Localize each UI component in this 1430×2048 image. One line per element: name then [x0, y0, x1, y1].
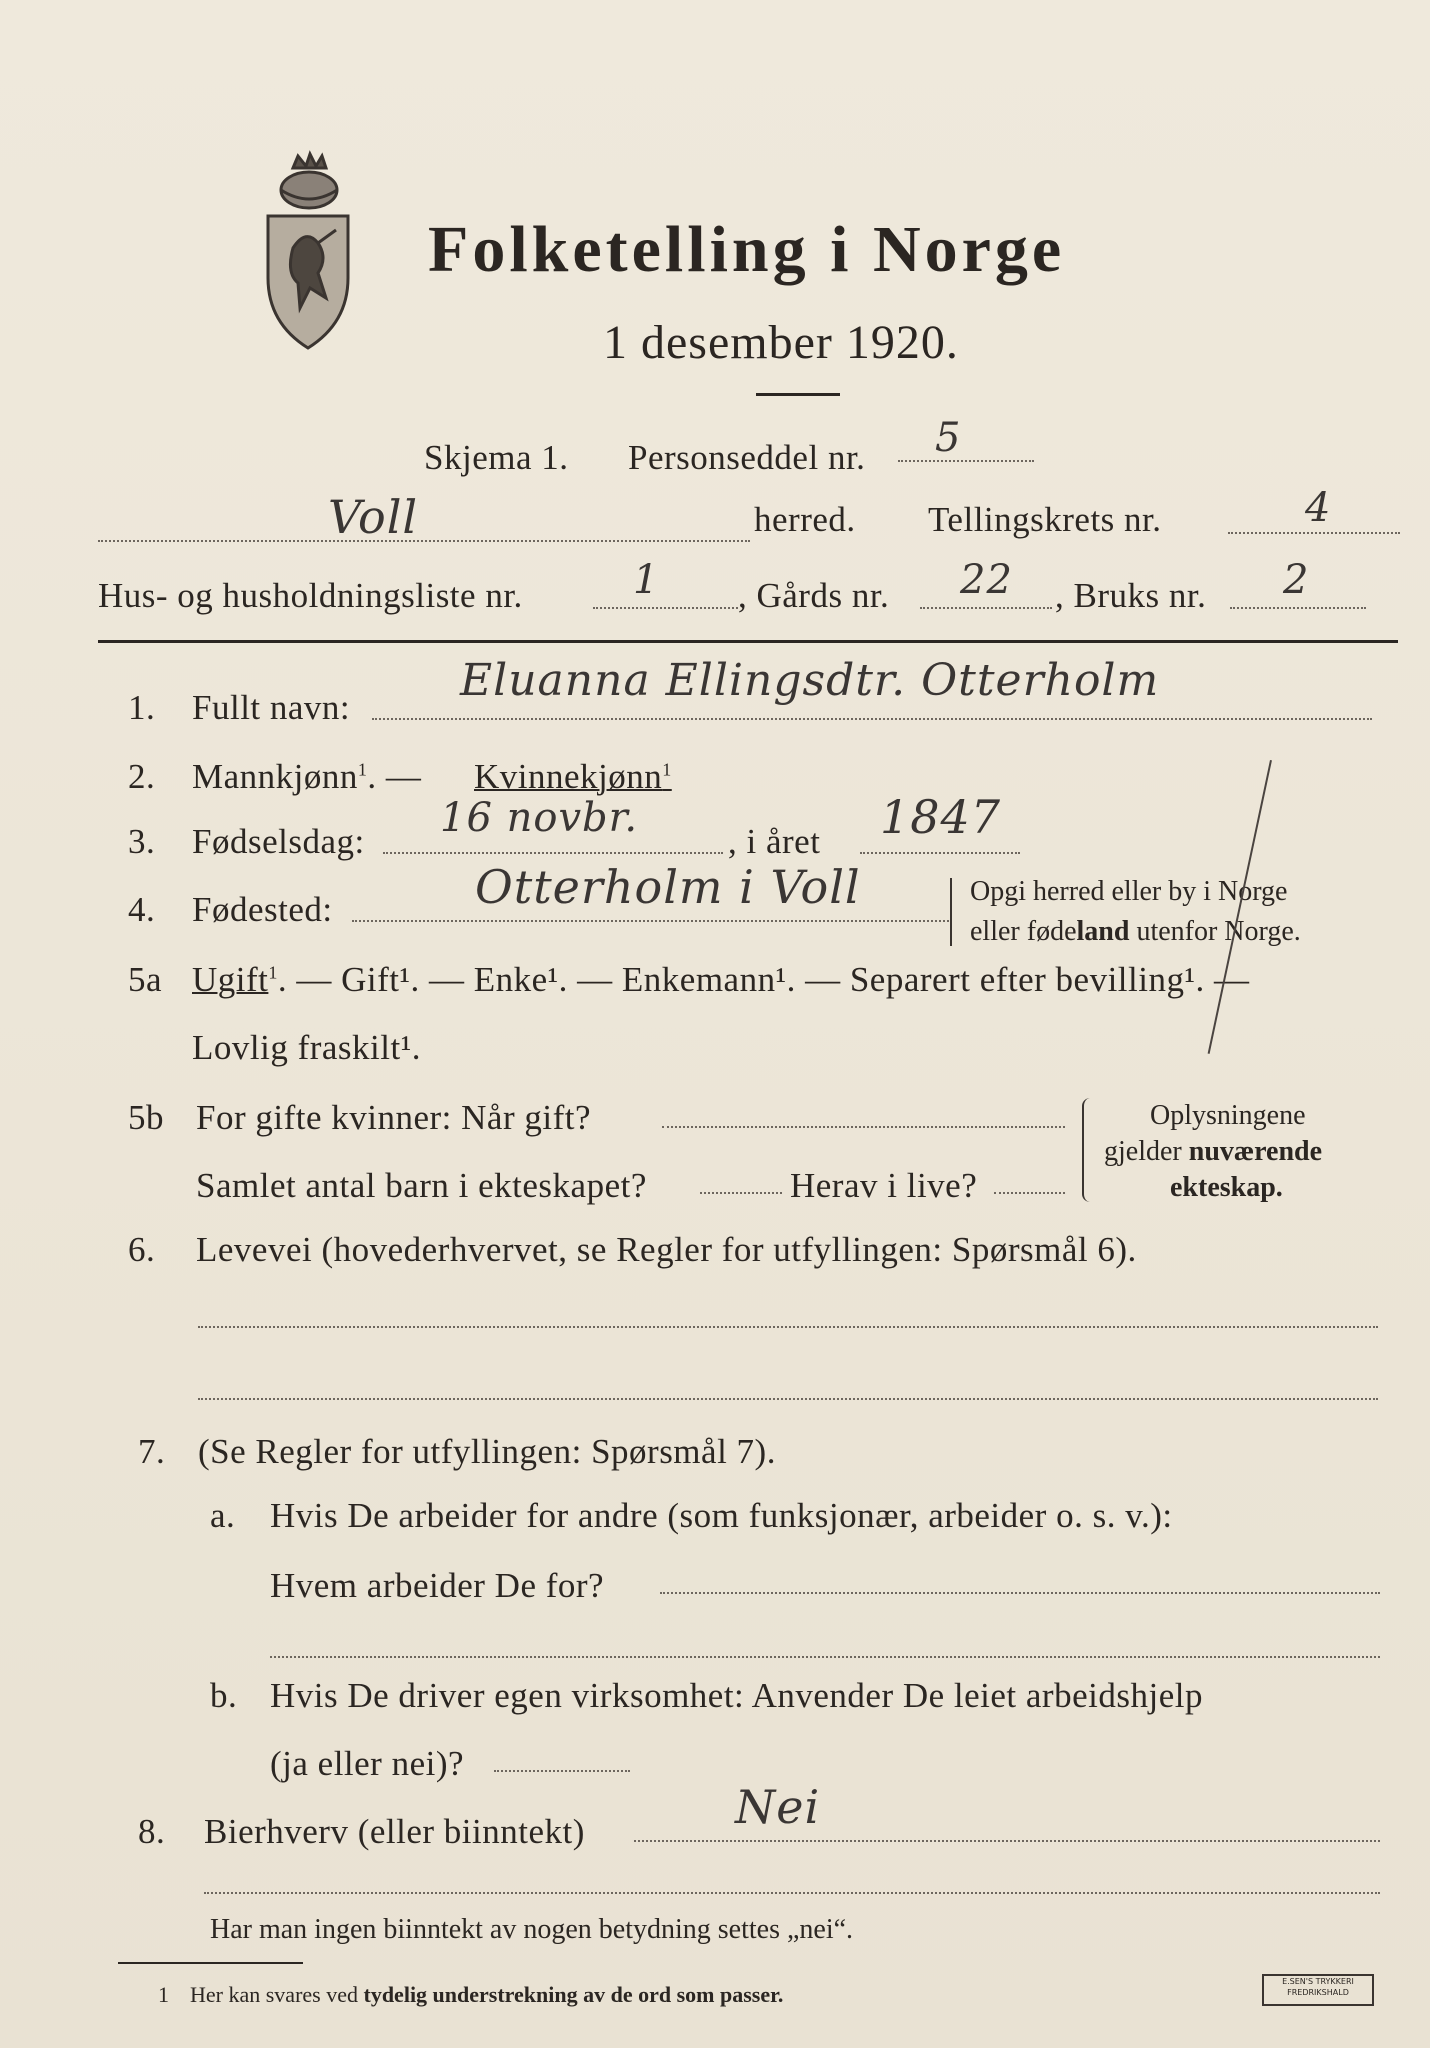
q5a-number: 5a: [128, 960, 163, 999]
q7a-employer-line: [660, 1592, 1380, 1594]
title-divider: [756, 393, 840, 396]
personseddel-line: [898, 460, 1034, 462]
bruks-line: [1230, 607, 1366, 609]
q7-label: (Se Regler for utfyllingen: Spørsmål 7).: [198, 1432, 776, 1471]
q8-note: Har man ingen biinntekt av nogen betydning settes „nei“.: [210, 1914, 854, 1945]
q5b-brace: [1082, 1098, 1098, 1202]
q5b-married-line: [662, 1126, 1065, 1128]
q2-mannkjonn: Mannkjønn$^1$. —: [192, 757, 422, 796]
skjema-label: Skjema 1.: [424, 438, 569, 477]
bruks-label: , Bruks nr.: [1055, 576, 1207, 615]
printer-name: E.SEN'S TRYKKERI: [1282, 1977, 1354, 1986]
q5b-children-line: [700, 1192, 782, 1194]
q7a-letter: a.: [210, 1496, 236, 1535]
birthday-value: 16 novbr.: [440, 795, 639, 841]
header-rule: [98, 640, 1398, 643]
q2-number: 2.: [128, 757, 156, 796]
q6-line2: [198, 1398, 1378, 1400]
q3-year-label: , i året: [728, 822, 821, 861]
q1-line: [372, 718, 1372, 720]
tellingskrets-line: [1228, 532, 1400, 534]
q8-line: [634, 1840, 1380, 1842]
q5b-note-line2: gjelder nuværende: [1104, 1136, 1323, 1167]
gards-label: , Gårds nr.: [738, 576, 890, 615]
husliste-label: Hus- og husholdningsliste nr.: [98, 576, 523, 615]
q6-number: 6.: [128, 1230, 156, 1269]
herred-value: Voll: [328, 490, 419, 544]
q7b-answer-line: [494, 1770, 630, 1772]
q5b-note-line1: Oplysningene: [1150, 1100, 1306, 1131]
q8-label: Bierhverv (eller biinntekt): [204, 1812, 585, 1851]
q5a-options: Ugift$^1$. — Gift¹. — Enke¹. — Enkemann¹. — Separert efter bevilling¹. —: [192, 960, 1250, 999]
q5b-note-line3: ekteskap.: [1170, 1172, 1283, 1203]
husliste-line: [593, 607, 738, 609]
q7-number: 7.: [138, 1432, 166, 1471]
q2-kvinnekjonn: Kvinnekjønn$^1$: [474, 757, 672, 796]
tellingskrets-label: Tellingskrets nr.: [928, 500, 1162, 539]
bruks-value: 2: [1283, 557, 1310, 603]
q5b-number: 5b: [128, 1098, 164, 1137]
q4-brace: [950, 878, 964, 946]
printer-mark: [1262, 1974, 1374, 2006]
q7a-line1: Hvis De arbeider for andre (som funksjonær, arbeider o. s. v.):: [270, 1496, 1173, 1535]
q6-line1: [198, 1326, 1378, 1328]
q7a-extra-line: [270, 1656, 1380, 1658]
footnote-number: 1: [158, 1982, 169, 2007]
full-name-value: Eluanna Ellingsdtr. Otterholm: [460, 655, 1160, 706]
side-income-value: Nei: [735, 1780, 821, 1834]
q4-number: 4.: [128, 890, 156, 929]
birthplace-value: Otterholm i Voll: [475, 860, 861, 914]
herred-label: herred.: [754, 500, 856, 539]
q5b-line2-alive: Herav i live?: [790, 1166, 978, 1205]
q3-year-line: [860, 852, 1020, 854]
q3-line: [383, 852, 723, 854]
q7b-line1: Hvis De driver egen virksomhet: Anvender De leiet arbeidshjelp: [270, 1676, 1203, 1715]
gards-line: [920, 607, 1052, 609]
tellingskrets-value: 4: [1305, 485, 1332, 531]
q7a-line2: Hvem arbeider De for?: [270, 1566, 605, 1605]
q4-note-line1: Opgi herred eller by i Norge: [970, 876, 1288, 907]
q1-number: 1.: [128, 688, 156, 727]
q8-number: 8.: [138, 1812, 166, 1851]
husliste-value: 1: [633, 557, 660, 603]
q5b-line2-children: Samlet antal barn i ekteskapet?: [196, 1166, 647, 1205]
footnote-text: Her kan svares ved tydelig understrekning av de ord som passer.: [190, 1982, 784, 2007]
census-date: 1 desember 1920.: [603, 316, 959, 369]
printer-city: FREDRIKSHALD: [1287, 1988, 1349, 1997]
q1-label: Fullt navn:: [192, 688, 351, 727]
q7b-line2: (ja eller nei)?: [270, 1744, 465, 1783]
footer-rule: [118, 1962, 303, 1964]
page-title: Folketelling i Norge: [428, 213, 1066, 286]
norway-coat-of-arms-icon: [248, 148, 368, 358]
q4-note-line2: eller fødeland utenfor Norge.: [970, 916, 1301, 947]
personseddel-label: Personseddel nr.: [628, 438, 866, 477]
q7b-letter: b.: [210, 1676, 238, 1715]
q6-label: Levevei (hovederhvervet, se Regler for utfyllingen: Spørsmål 6).: [196, 1230, 1137, 1269]
q4-label: Fødested:: [192, 890, 333, 929]
herred-line: [98, 540, 750, 542]
q3-number: 3.: [128, 822, 156, 861]
q5a-line2: Lovlig fraskilt¹.: [192, 1028, 421, 1067]
birth-year-value: 1847: [880, 790, 1002, 844]
q5b-alive-line: [994, 1192, 1065, 1194]
q3-label: Fødselsdag:: [192, 822, 365, 861]
q4-line: [352, 920, 952, 922]
q8-extra-line: [204, 1892, 1380, 1894]
gards-value: 22: [960, 557, 1013, 603]
q5b-line1: For gifte kvinner: Når gift?: [196, 1098, 592, 1137]
personseddel-value: 5: [935, 415, 962, 461]
